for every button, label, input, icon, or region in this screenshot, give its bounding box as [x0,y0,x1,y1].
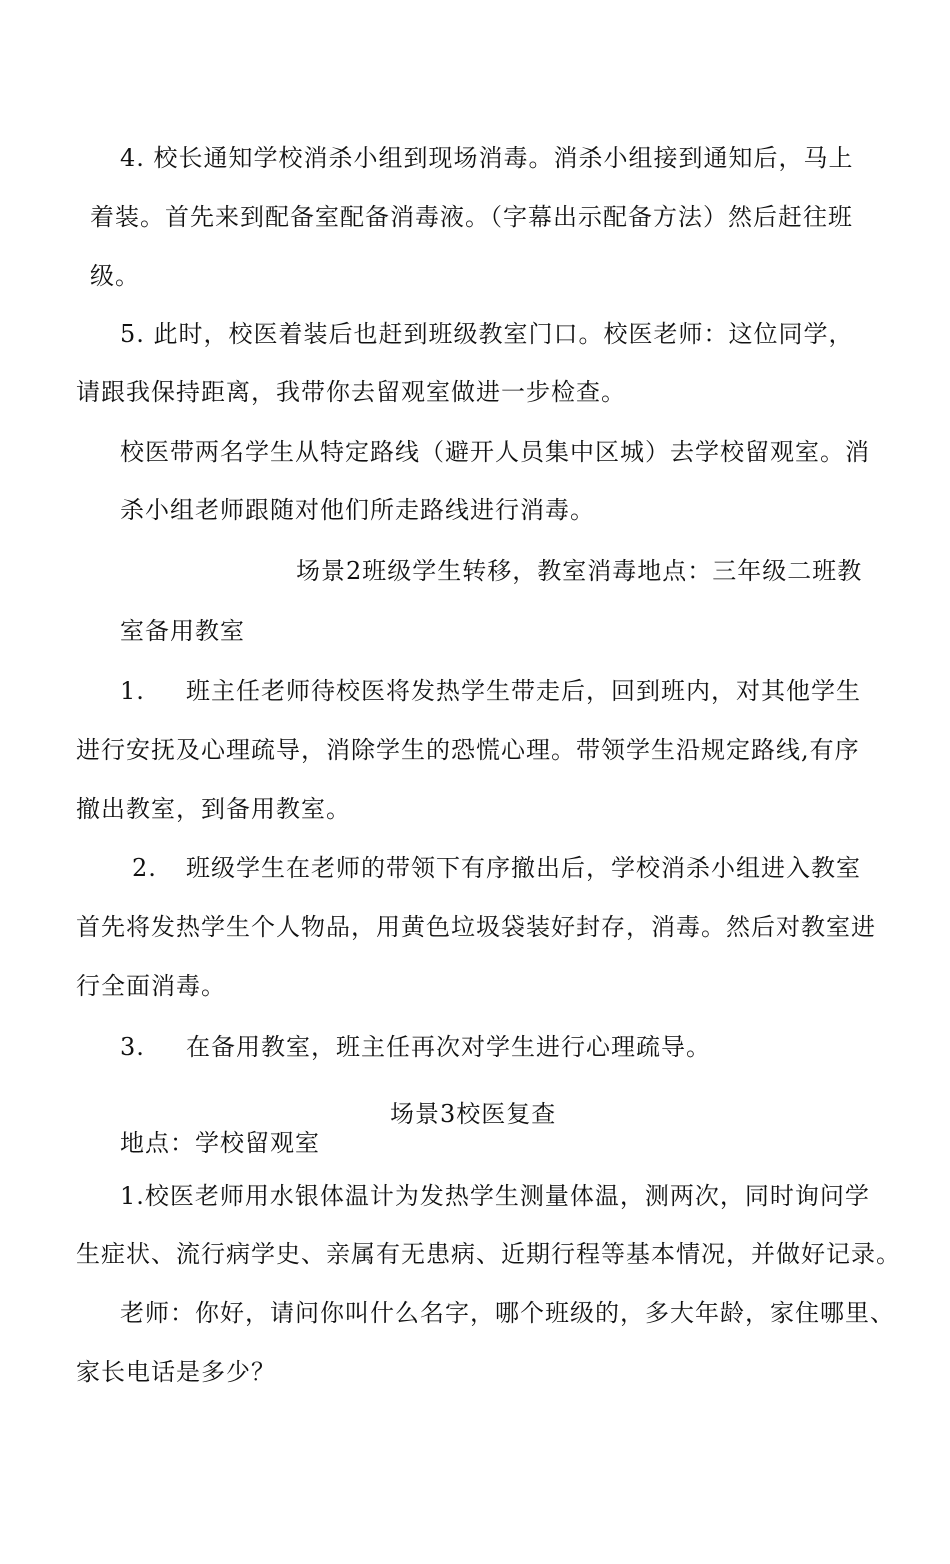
paragraph-line: 进行安抚及心理疏导，消除学生的恐慌心理。带领学生沿规定路线,有序 [76,736,860,764]
list-number: 3. [120,1033,145,1061]
paragraph-line: 生症状、流行病学史、亲属有无患病、近期行程等基本情况，并做好记录。 [76,1240,901,1268]
paragraph-line: 撤出教室，到备用教室。 [76,795,351,823]
paragraph-line: 请跟我保持距离，我带你去留观室做进一步检查。 [76,378,626,406]
paragraph-line: 班主任老师待校医将发热学生带走后，回到班内，对其他学生 [186,677,861,705]
section-heading-continued: 室备用教室 [120,617,245,645]
paragraph-line: 老师：你好，请问你叫什么名字，哪个班级的，多大年龄，家住哪里、 [120,1299,895,1327]
section-heading: 场景2班级学生转移，教室消毒地点：三年级二班教 [296,557,863,585]
list-number: 2. [132,854,157,882]
paragraph-line: 着装。首先来到配备室配备消毒液。（字幕出示配备方法）然后赶往班 [90,203,853,231]
section-heading: 场景3校医复查 [390,1100,557,1128]
paragraph-line: 在备用教室，班主任再次对学生进行心理疏导。 [186,1033,711,1061]
paragraph-line: 5. 此时，校医着装后也赶到班级教室门口。校医老师：这位同学， [120,320,854,348]
paragraph-line: 首先将发热学生个人物品，用黄色垃圾袋装好封存，消毒。然后对教室进 [76,913,876,941]
paragraph-line: 杀小组老师跟随对他们所走路线进行消毒。 [120,496,595,524]
paragraph-line: 班级学生在老师的带领下有序撤出后，学校消杀小组进入教室 [186,854,861,882]
list-number: 1. [120,677,145,705]
location-line: 地点：学校留观室 [120,1129,320,1157]
paragraph-line: 行全面消毒。 [76,972,226,1000]
paragraph-line: 家长电话是多少？ [76,1358,276,1386]
paragraph-line: 1.校医老师用水银体温计为发热学生测量体温，测两次，同时询问学 [120,1182,870,1210]
paragraph-line: 级。 [90,262,140,290]
paragraph-line: 4. 校长通知学校消杀小组到现场消毒。消杀小组接到通知后，马上 [120,144,854,172]
paragraph-line: 校医带两名学生从特定路线（避开人员集中区城）去学校留观室。消 [120,438,870,466]
